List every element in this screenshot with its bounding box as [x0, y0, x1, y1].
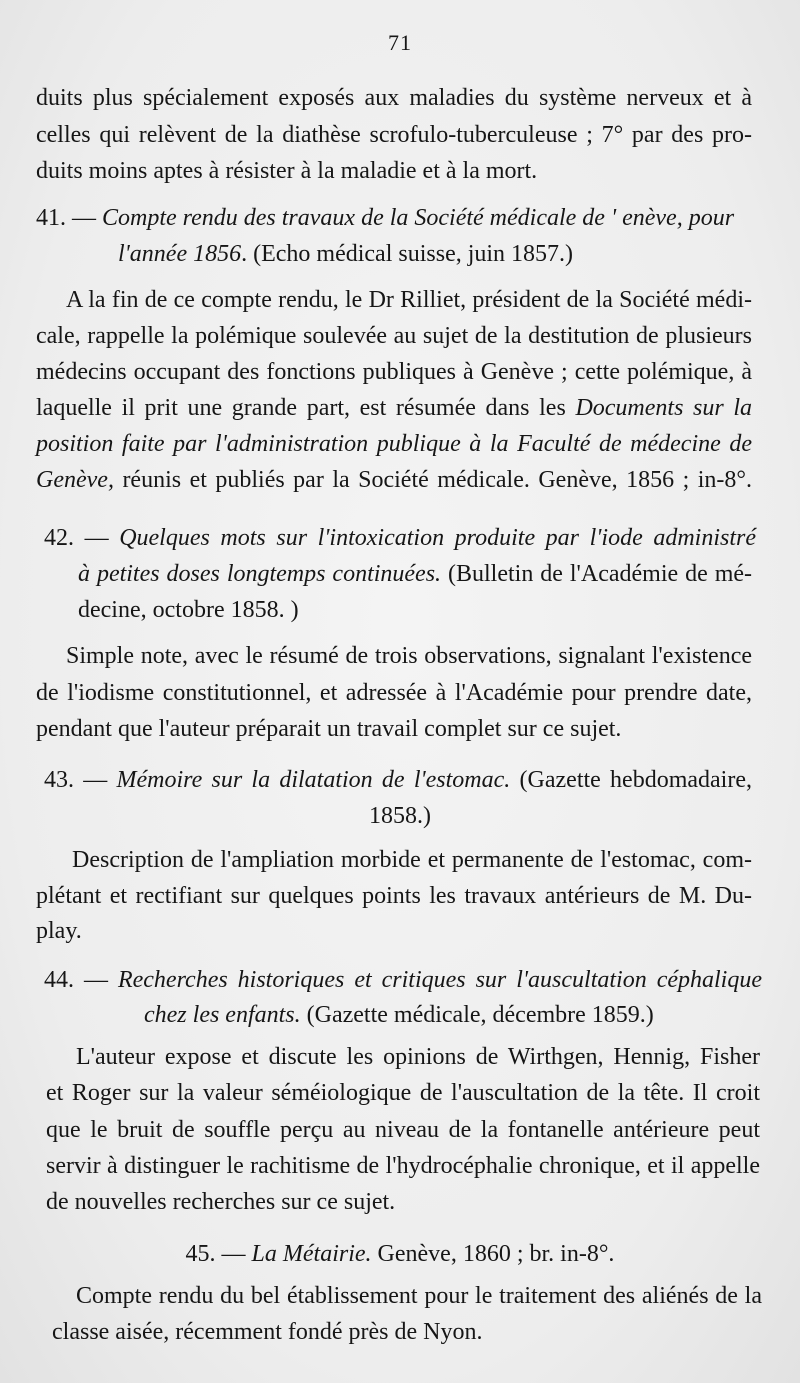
entry-43-body-line-1: Description de l'ampliation morbide et permanente de l'estomac, com-: [72, 847, 752, 873]
entry-44-body-line-5: de nouvelles recherches sur ce sujet.: [46, 1189, 396, 1215]
entry-45-heading: 45. — La Métairie. Genève, 1860 ; br. in-8°.: [185, 1241, 615, 1267]
entry-42-body-line-1: Simple note, avec le résumé de trois observations, signalant l'existence: [66, 643, 752, 669]
entry-43-body-line-2: plétant et rectifiant sur quelques points les travaux antérieurs de M. Du-: [36, 883, 752, 909]
entry-43-body-line-3: play.: [36, 918, 82, 944]
entry-41-body-line-5: position faite par l'administration publique à la Faculté de médecine de: [36, 431, 752, 457]
entry-41-body-line-6: [36, 466, 752, 494]
entry-44-body-line-4: servir à distinguer le rachitisme de l'hydrocéphalie chronique, et il appelle: [46, 1153, 760, 1179]
entry-title: Quelques mots sur l'intoxication produite par l'iode administré: [119, 525, 756, 551]
entry-dash: . —: [60, 205, 102, 231]
entry-title: Mémoire sur la dilatation de l'estomac.: [116, 767, 511, 793]
entry-41-body-line-2: cale, rappelle la polémique soulevée au sujet de la destitution de plusieurs: [36, 323, 752, 349]
entry-source: (Gazette hebdomadaire,: [519, 767, 752, 793]
entry-44-heading-line-2: [144, 1001, 654, 1029]
entry-44-body-line-1: L'auteur expose et discute les opinions de Wirthgen, Hennig, Fisher: [76, 1044, 760, 1070]
entry-41-body-line-4: [36, 394, 752, 422]
entry-43-heading: 43. — Mémoire sur la dilatation de l'estomac. (Gazette hebdomadaire,: [44, 767, 752, 793]
entry-number: 44: [44, 967, 68, 993]
intro-line-1: duits plus spécialement exposés aux maladies du système nerveux et à: [36, 85, 752, 111]
entry-number: 45: [185, 1241, 210, 1267]
entry-42-body-line-3: pendant que l'auteur préparait un travail complet sur ce sujet.: [36, 716, 622, 742]
entry-42-heading-line-2: [78, 560, 752, 588]
entry-source: . (Echo médical suisse, juin 1857.): [241, 241, 574, 267]
book-title-end: Genève,: [36, 467, 114, 493]
entry-42-source-line-3: decine, octobre 1858. ): [78, 597, 299, 623]
entry-41-body-line-3: médecins occupant des fonctions publiques à Genève ; cette polémique, à: [36, 359, 752, 385]
entry-title-continued: chez les enfants.: [144, 1002, 301, 1028]
entry-45-body-line-1: Compte rendu du bel établissement pour le traitement des aliénés de la: [76, 1283, 762, 1309]
entry-45-body-line-2: classe aisée, récemment fondé près de Nyon.: [52, 1319, 483, 1345]
entry-source: (Gazette médicale, décembre 1859.): [306, 1002, 654, 1028]
entry-number: 41: [36, 205, 60, 231]
intro-line-2: celles qui relèvent de la diathèse scrofulo-tuberculeuse ; 7° par des pro-: [36, 122, 752, 148]
entry-title: Recherches historiques et critiques sur l'auscultation céphalique: [117, 967, 762, 993]
entry-number: 42: [44, 525, 68, 551]
body-text: réunis et publiés par la Société médicale. Genève, 1856 ; in-8°.: [122, 467, 753, 493]
entry-42-heading: 42. — Quelques mots sur l'intoxication produite par l'iode administré: [44, 525, 756, 551]
entry-title-continued: à petites doses longtemps continuées.: [78, 561, 442, 587]
body-text: laquelle il prit une grande part, est résumée dans les: [36, 395, 566, 421]
page-number: 71: [388, 30, 412, 55]
entry-44-heading: 44. — Recherches historiques et critiques sur l'auscultation céphalique: [44, 967, 762, 993]
entry-title-continued: l'année 1856: [118, 241, 242, 267]
entry-41-heading-line-2: [118, 240, 573, 268]
entry-44-body-line-2: et Roger sur la valeur séméiologique de l'auscultation de la tête. Il croit: [46, 1080, 760, 1106]
entry-source: Genève, 1860 ; br. in-8°.: [377, 1241, 615, 1267]
entry-41-body-line-1: A la fin de ce compte rendu, le Dr Rilliet, président de la Société médi-: [66, 287, 752, 313]
intro-line-3: duits moins aptes à résister à la maladie et à la mort.: [36, 158, 538, 184]
entry-source: (Bulletin de l'Académie de mé-: [448, 561, 753, 587]
entry-44-body-line-3: que le bruit de souffle perçu au niveau de la fontanelle antérieure peut: [46, 1117, 760, 1143]
entry-41-heading: [36, 204, 752, 232]
entry-number: 43: [44, 767, 68, 793]
book-title: Documents sur la: [575, 395, 753, 421]
entry-title: La Métairie.: [251, 1241, 372, 1267]
entry-42-body-line-2: de l'iodisme constitutionnel, et adressée à l'Académie pour prendre date,: [36, 680, 752, 706]
entry-43-source-line-2: 1858.): [369, 803, 431, 829]
entry-title: Compte rendu des travaux de la Société médicale de ' enève, pour: [102, 205, 735, 231]
